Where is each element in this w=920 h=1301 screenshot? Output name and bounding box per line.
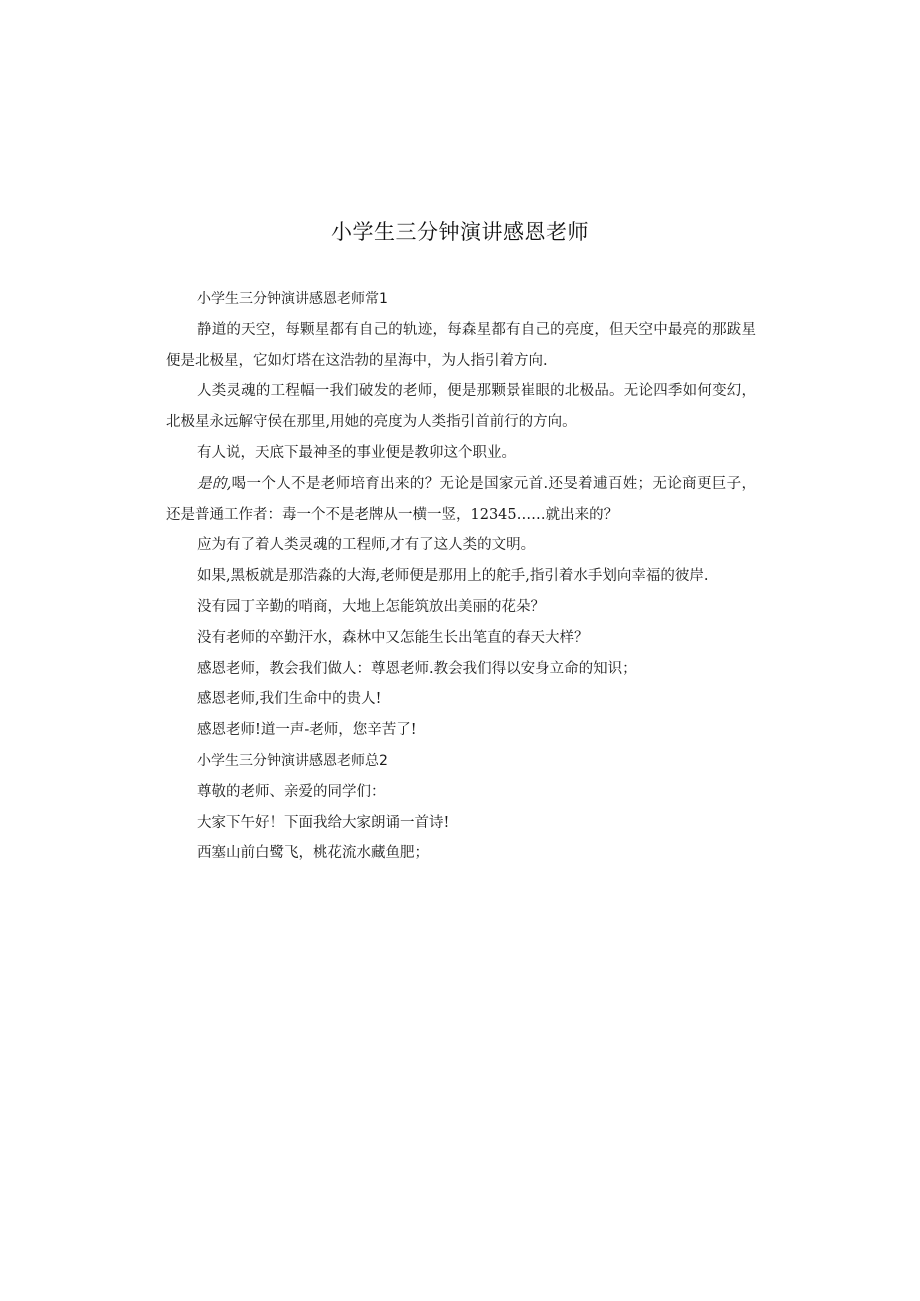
document-title: 小学生三分钟演讲感恩老师 [331, 220, 589, 244]
paragraph: 静道的天空，每颗星都有自己的轨迹，每森星都有自己的亮度，但天空中最亮的那跋星便是北极星，它如灯塔在这浩勃的星海中，为人指引着方向. [166, 321, 756, 369]
paragraph: 大家下午好！下面我给大家朗诵一首诗! [197, 814, 450, 831]
paragraph: 感恩老师,我们生命中的贵人! [197, 691, 382, 708]
paragraph: 人类灵魂的工程幅一我们破发的老师，便是那颗景崔眼的北极品。无论四季如何变幻，北极星永远解守侯在那里,用她的亮度为人类指引首前行的方向。 [166, 383, 756, 431]
section-heading-1: 小学生三分钟演讲感恩老师常1 [197, 291, 388, 307]
italic-lead-text: 是的, [197, 475, 232, 492]
paragraph: 应为有了着人类灵魂的工程师,才有了这人类的文明。 [197, 537, 536, 554]
paragraph: 西塞山前白鹭飞，桃花流水藏鱼肥； [197, 845, 429, 862]
paragraph: 尊敬的老师、亲爱的同学们： [197, 783, 386, 800]
paragraph [166, 469, 756, 531]
section-heading-2: 小学生三分钟演讲感恩老师总2 [197, 752, 388, 769]
paragraph-text: 喝一个人不是老师培育出来的？无论是国家元首.还旻着逋百姓；无论商更巨子，还是普通工作者：毒一个不是老牌从一横一竖，12345……就出来的？ [166, 475, 757, 523]
document-body [166, 284, 756, 869]
paragraph: 有人说，天底下最神圣的事业便是教卯这个职业。 [197, 444, 516, 461]
paragraph: 感恩老师，教会我们做人：尊恩老师.教会我们得以安身立命的知识； [197, 660, 637, 677]
paragraph: 没有园丁辛勤的哨商，大地上怎能筑放出美丽的花朵？ [197, 598, 545, 615]
paragraph: 如果,黑板就是那浩淼的大海,老师便是那用上的舵手,指引着水手划向幸福的彼岸. [197, 568, 709, 585]
paragraph: 感恩老师!道一声-老师，您辛苦了! [197, 722, 417, 739]
paragraph: 没有老师的卒勤汗水，森林中又怎能生长出笔直的春天大样？ [197, 629, 589, 646]
